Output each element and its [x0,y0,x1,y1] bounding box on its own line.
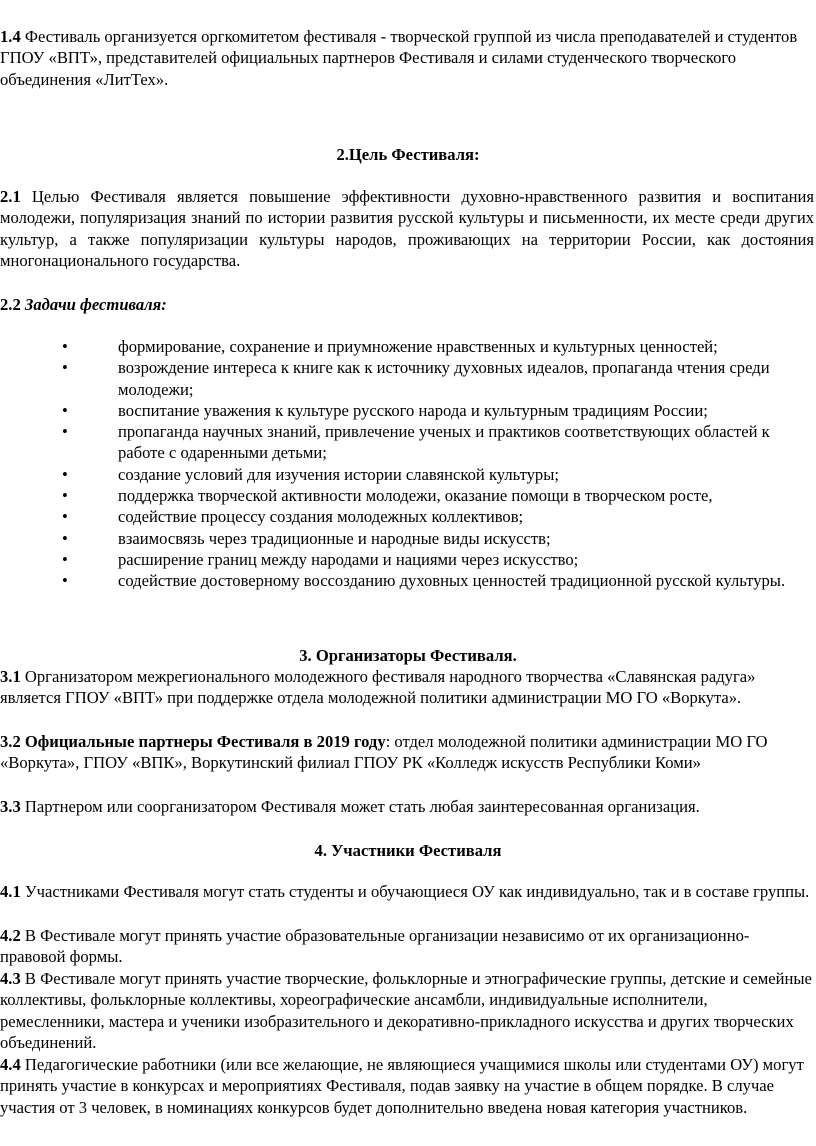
paragraph-text: : отдел молодежной политики администрации МО ГО «Воркута», ГПОУ «ВПК», Воркутинский филиал ГПОУ РК «Колледж искусств Республики Коми» [0,732,768,773]
tasks-label: Задачи фестиваля: [20,295,167,314]
list-item [0,464,816,485]
paragraph-4-1 [0,881,814,902]
paragraph-3-1 [0,666,814,709]
heading-organizers: 3. Организаторы Фестиваля. [299,646,517,665]
bullet: • [62,507,68,527]
bullet: • [62,571,68,591]
paragraph-text: Организатором межрегионального молодежного фестиваля народного творчества «Славянская радуга» является ГПОУ «ВПТ» при поддержке отдела молодежной политики администрации МО ГО «Воркута». [0,667,756,708]
list-item-text: возрождение интереса к книге как к источнику духовных идеалов, пропаганда чтения среди молодежи; [118,358,770,399]
bullet: • [62,528,68,548]
list-item [0,506,816,527]
bullet: • [62,422,68,442]
paragraph-3-2 [0,731,814,774]
paragraph-4-4 [0,1054,814,1118]
bullet: • [62,486,68,506]
tasks-list [0,336,816,592]
paragraph-text: В Фестивале могут принять участие образовательные организации независимо от их организационно-правовой формы. [0,926,750,967]
list-item [0,336,816,357]
section-number: 3.2 [0,732,21,751]
bullet: • [62,549,68,569]
paragraph-4-3 [0,968,814,1053]
list-item [0,570,816,591]
section-number: 3.3 [0,797,21,816]
list-item-text: пропаганда научных знаний, привлечение ученых и практиков соответствующих областей к работе с одаренными детьми; [118,422,770,463]
section-number: 2.2 [0,295,21,314]
paragraph-3-3 [0,796,814,817]
heading-participants: 4. Участники Фестиваля [314,841,502,860]
list-item-text: взаимосвязь через традиционные и народные виды искусств; [118,528,551,548]
section-number: 2.1 [0,187,21,206]
paragraph-text: Фестиваль организуется оргкомитетом фестиваля - творческой группой из числа преподавателей и студентов ГПОУ «ВПТ», представителей официальных партнеров Фестиваля и силами студенческого творческого объединения «ЛитТех». [0,27,798,89]
list-item-text: расширение границ между народами и нациями через искусство; [118,549,579,569]
section-number: 1.4 [0,27,21,46]
section-number: 4.4 [0,1055,21,1074]
bullet: • [62,464,68,484]
paragraph-text: Целью Фестиваля является повышение эффективности духовно-нравственного развития и воспитания молодежи, популяризация знаний по истории развития русской культуры и письменности, их месте среди других культур, а также популяризации культуры народов, проживающих на территории России, как достояния многонационального государства. [0,187,814,270]
list-item [0,528,816,549]
list-item [0,357,816,400]
list-item-text: создание условий для изучения истории славянской культуры; [118,464,559,484]
paragraph-2-2 [0,294,814,315]
list-item-text: поддержка творческой активности молодежи, оказание помощи в творческом росте, [118,486,713,506]
paragraph-text: Партнером или соорганизатором Фестиваля может стать любая заинтересованная организация. [20,797,700,816]
partners-heading: Официальные партнеры Фестиваля в 2019 году [20,732,386,751]
bullet: • [62,337,68,356]
section-number: 3.1 [0,667,21,686]
list-item [0,549,816,570]
list-item [0,421,816,464]
list-item [0,485,816,506]
paragraph-text: Участниками Фестиваля могут стать студенты и обучающиеся ОУ как индивидуально, так и в составе группы. [20,882,810,901]
list-item-text: формирование, сохранение и приумножение нравственных и культурных ценностей; [118,337,718,356]
section-number: 4.3 [0,969,21,988]
list-item-text: содействие достоверному воссозданию духовных ценностей традиционной русской культуры. [118,571,786,591]
section-number: 4.2 [0,926,21,945]
bullet: • [62,358,68,378]
paragraph-4-2 [0,925,814,968]
list-item [0,400,816,421]
section-number: 4.1 [0,882,21,901]
paragraph-text: Педагогические работники (или все желающие, не являющиеся учащимися школы или студентами ОУ) могут принять участие в конкурсах и мероприятиях Фестиваля, подав заявку на участие в общем порядке. В случае участия от 3 человек, в номинациях конкурсов будет дополнительно введена новая категория участников. [0,1055,804,1117]
bullet: • [62,400,68,420]
paragraph-text: В Фестивале могут принять участие творческие, фольклорные и этнографические группы, детские и семейные коллективы, фольклорные коллективы, хореографические ансамбли, индивидуальные исполнители, ремесленники, мастера и ученики изобразительного и декоративно-прикладного искусства и других творческих объединений. [0,969,812,1052]
list-item-text: воспитание уважения к культуре русского народа и культурным традициям России; [118,400,708,420]
paragraph-2-1 [0,186,814,271]
heading-goal: 2.Цель Фестиваля: [336,145,480,164]
list-item-text: содействие процессу создания молодежных коллективов; [118,507,524,527]
paragraph-1-4 [0,26,814,90]
